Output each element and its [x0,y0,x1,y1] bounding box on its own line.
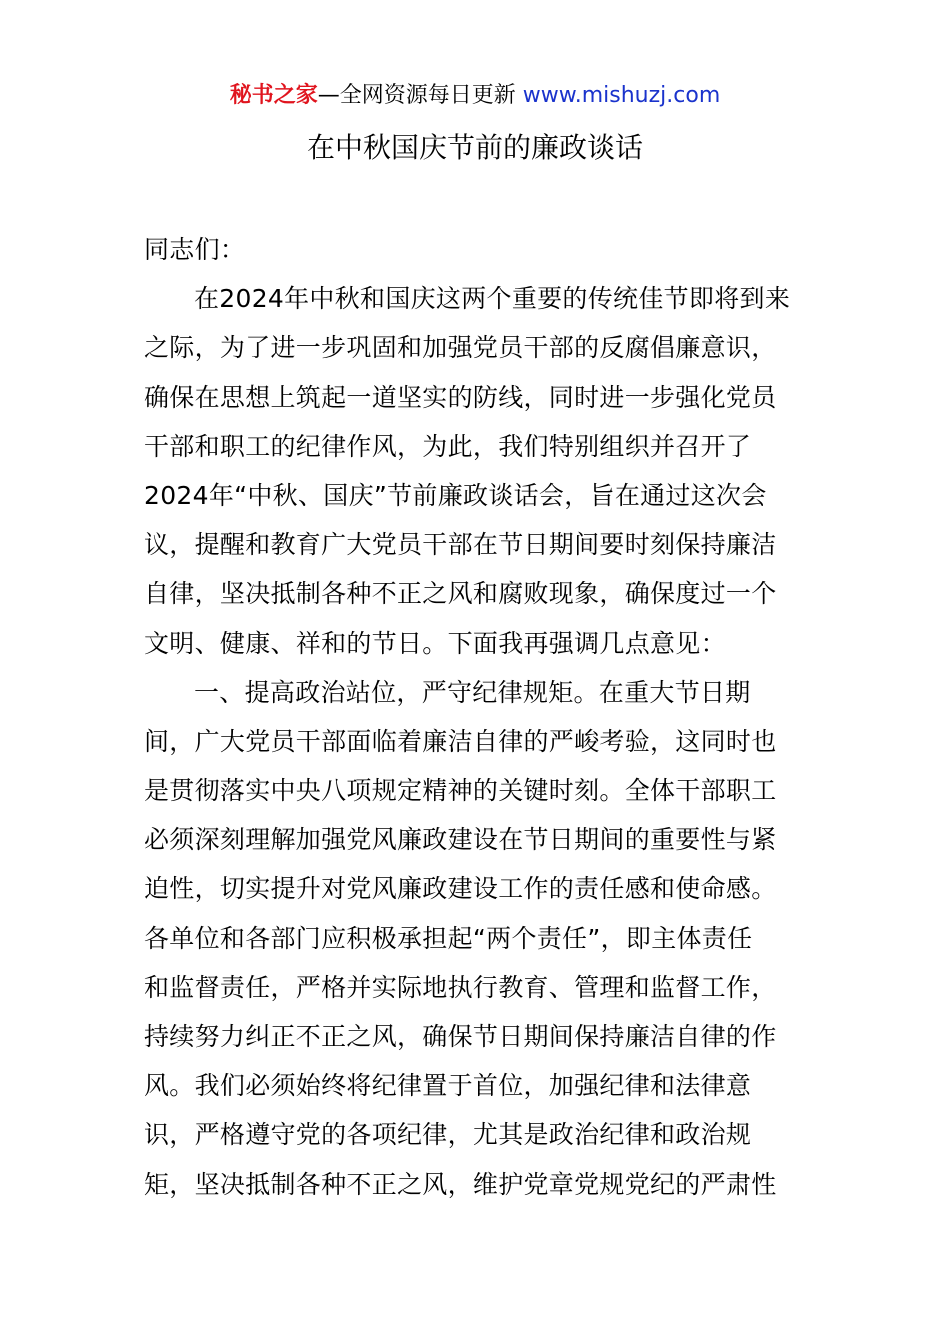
paragraph-line: 和监督责任，严格并实际地执行教育、管理和监督工作， [144,972,777,1002]
document-title: 在中秋国庆节前的廉政谈话 [306,131,643,164]
paragraph-line: 确保在思想上筑起一道坚实的防线，同时进一步强化党员 [144,382,777,412]
paragraph-line: 识，严格遵守党的各项纪律，尤其是政治纪律和政治规 [144,1120,752,1150]
paragraph-line: 持续努力纠正不正之风，确保节日期间保持廉洁自律的作 [144,1022,777,1051]
paragraph-line: 必须深刻理解加强党风廉政建设在节日期间的重要性与紧 [144,825,777,855]
paragraph-line: 在2024年中秋和国庆这两个重要的传统佳节即将到来 [194,284,791,314]
paragraph-line: 自律，坚决抵制各种不正之风和腐败现象，确保度过一个 [144,579,777,609]
paragraph-line: 之际，为了进一步巩固和加强党员干部的反腐倡廉意识， [144,333,777,363]
paragraph-line: 文明、健康、祥和的节日。下面我再强调几点意见： [144,628,726,658]
paragraph-line: 风。我们必须始终将纪律置于首位，加强纪律和法律意 [144,1071,752,1101]
paragraph-line: 间，广大党员干部面临着廉洁自律的严峻考验，这同时也 [144,726,777,756]
section-heading-line: 一、提高政治站位，严守纪律规矩。在重大节日期 [194,677,751,707]
site-header [0,80,950,112]
brand-name: 秘书之家 [229,83,318,108]
site-url[interactable]: www.mishuzj.com [522,83,721,108]
paragraph-line: 迫性，切实提升对党风廉政建设工作的责任感和使命感。 [144,874,777,904]
document-body [144,225,806,1209]
paragraph-line: 议，提醒和教育广大党员干部在节日期间要时刻保持廉洁 [144,530,777,560]
header-slogan: —全网资源每日更新 [317,83,516,108]
paragraph-line: 2024年“中秋、国庆”节前廉政谈话会，旨在通过这次会 [144,480,767,510]
paragraph-line: 矩，坚决抵制各种不正之风，维护党章党规党纪的严肃性 [144,1169,777,1199]
paragraph-line: 各单位和各部门应积极承担起“两个责任”，即主体责任 [144,923,753,953]
paragraph-line: 是贯彻落实中央八项规定精神的关键时刻。全体干部职工 [144,776,777,806]
salutation: 同志们： [144,235,246,264]
paragraph-line: 干部和职工的纪律作风，为此，我们特别组织并召开了 [144,431,752,461]
